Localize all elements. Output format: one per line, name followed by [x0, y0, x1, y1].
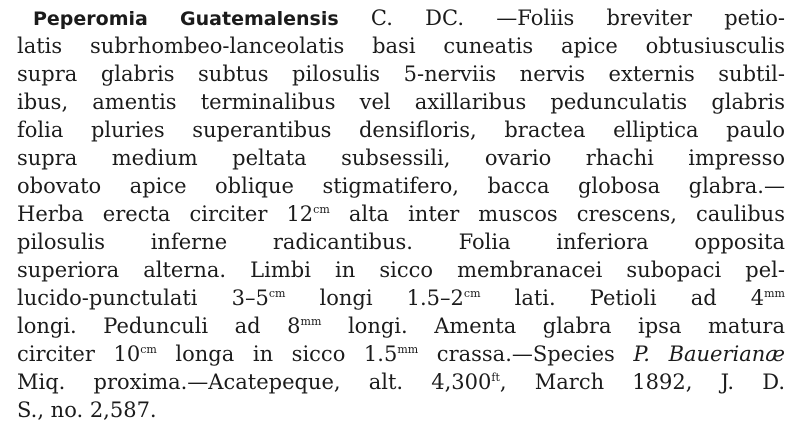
text-segment: circiter 10	[17, 342, 141, 366]
text-segment: longi. Amenta glabra ipsa matura	[321, 314, 785, 338]
text-line-11	[17, 284, 785, 312]
text-segment: crassa.—Species	[418, 342, 634, 366]
unit-superscript: cm	[268, 287, 286, 300]
text-line-1-rest: —Foliis breviter petio-	[496, 6, 785, 30]
unit-superscript: cm	[463, 287, 481, 300]
text-segment: Miq. proxima.—Acatepeque, alt. 4,300	[17, 370, 492, 394]
species-name: Peperomia Guatemalensis	[33, 8, 339, 30]
text-line-12	[17, 312, 785, 340]
unit-superscript: cm	[313, 203, 330, 216]
text-segment: lucido-punctulati 3–5	[17, 286, 269, 310]
text-line-8	[17, 200, 785, 228]
unit-superscript: cm	[140, 343, 157, 356]
text-line-14	[17, 368, 785, 396]
unit-superscript: mm	[300, 315, 322, 328]
text-line-13	[17, 340, 785, 368]
text-segment: longi 1.5–2	[285, 286, 464, 310]
text-segment: alta inter muscos crescens, caulibus	[329, 202, 785, 226]
species-author: C. DC.	[370, 6, 465, 30]
text-line-4: ibus, amentis terminalibus vel axillaribus pedunculatis glabris	[17, 90, 785, 114]
text-line-9: pilosulis inferne radicantibus. Folia inferiora opposita	[17, 230, 785, 254]
text-line-6: supra medium peltata subsessili, ovario rhachi impresso	[17, 146, 785, 170]
text-line-7: obovato apice oblique stigmatifero, bacca globosa glabra.—	[17, 174, 785, 198]
text-line-3: supra glabris subtus pilosulis 5-nerviis nervis externis subtil-	[17, 62, 785, 86]
italic-species-ref: P. Bauerianæ	[633, 342, 786, 366]
text-line-5: folia pluries superantibus densifloris, bractea elliptica paulo	[17, 118, 785, 142]
text-line-15: S., no. 2,587.	[17, 398, 157, 422]
text-segment: longa in sicco 1.5	[156, 342, 398, 366]
text-segment: longi. Pedunculi ad 8	[17, 314, 301, 338]
text-line-1	[33, 4, 785, 32]
text-segment: lati. Petioli ad 4	[480, 286, 765, 310]
text-segment: , March 1892, J. D.	[499, 370, 785, 394]
text-line-2: latis subrhombeo-lanceolatis basi cuneatis apice obtusiusculis	[17, 34, 785, 58]
text-segment: Herba erecta circiter 12	[17, 202, 314, 226]
unit-superscript: mm	[397, 343, 419, 356]
unit-superscript: ft	[491, 371, 500, 384]
text-line-10: superiora alterna. Limbi in sicco membranacei subopaci pel-	[17, 258, 785, 282]
unit-superscript: mm	[764, 287, 785, 300]
